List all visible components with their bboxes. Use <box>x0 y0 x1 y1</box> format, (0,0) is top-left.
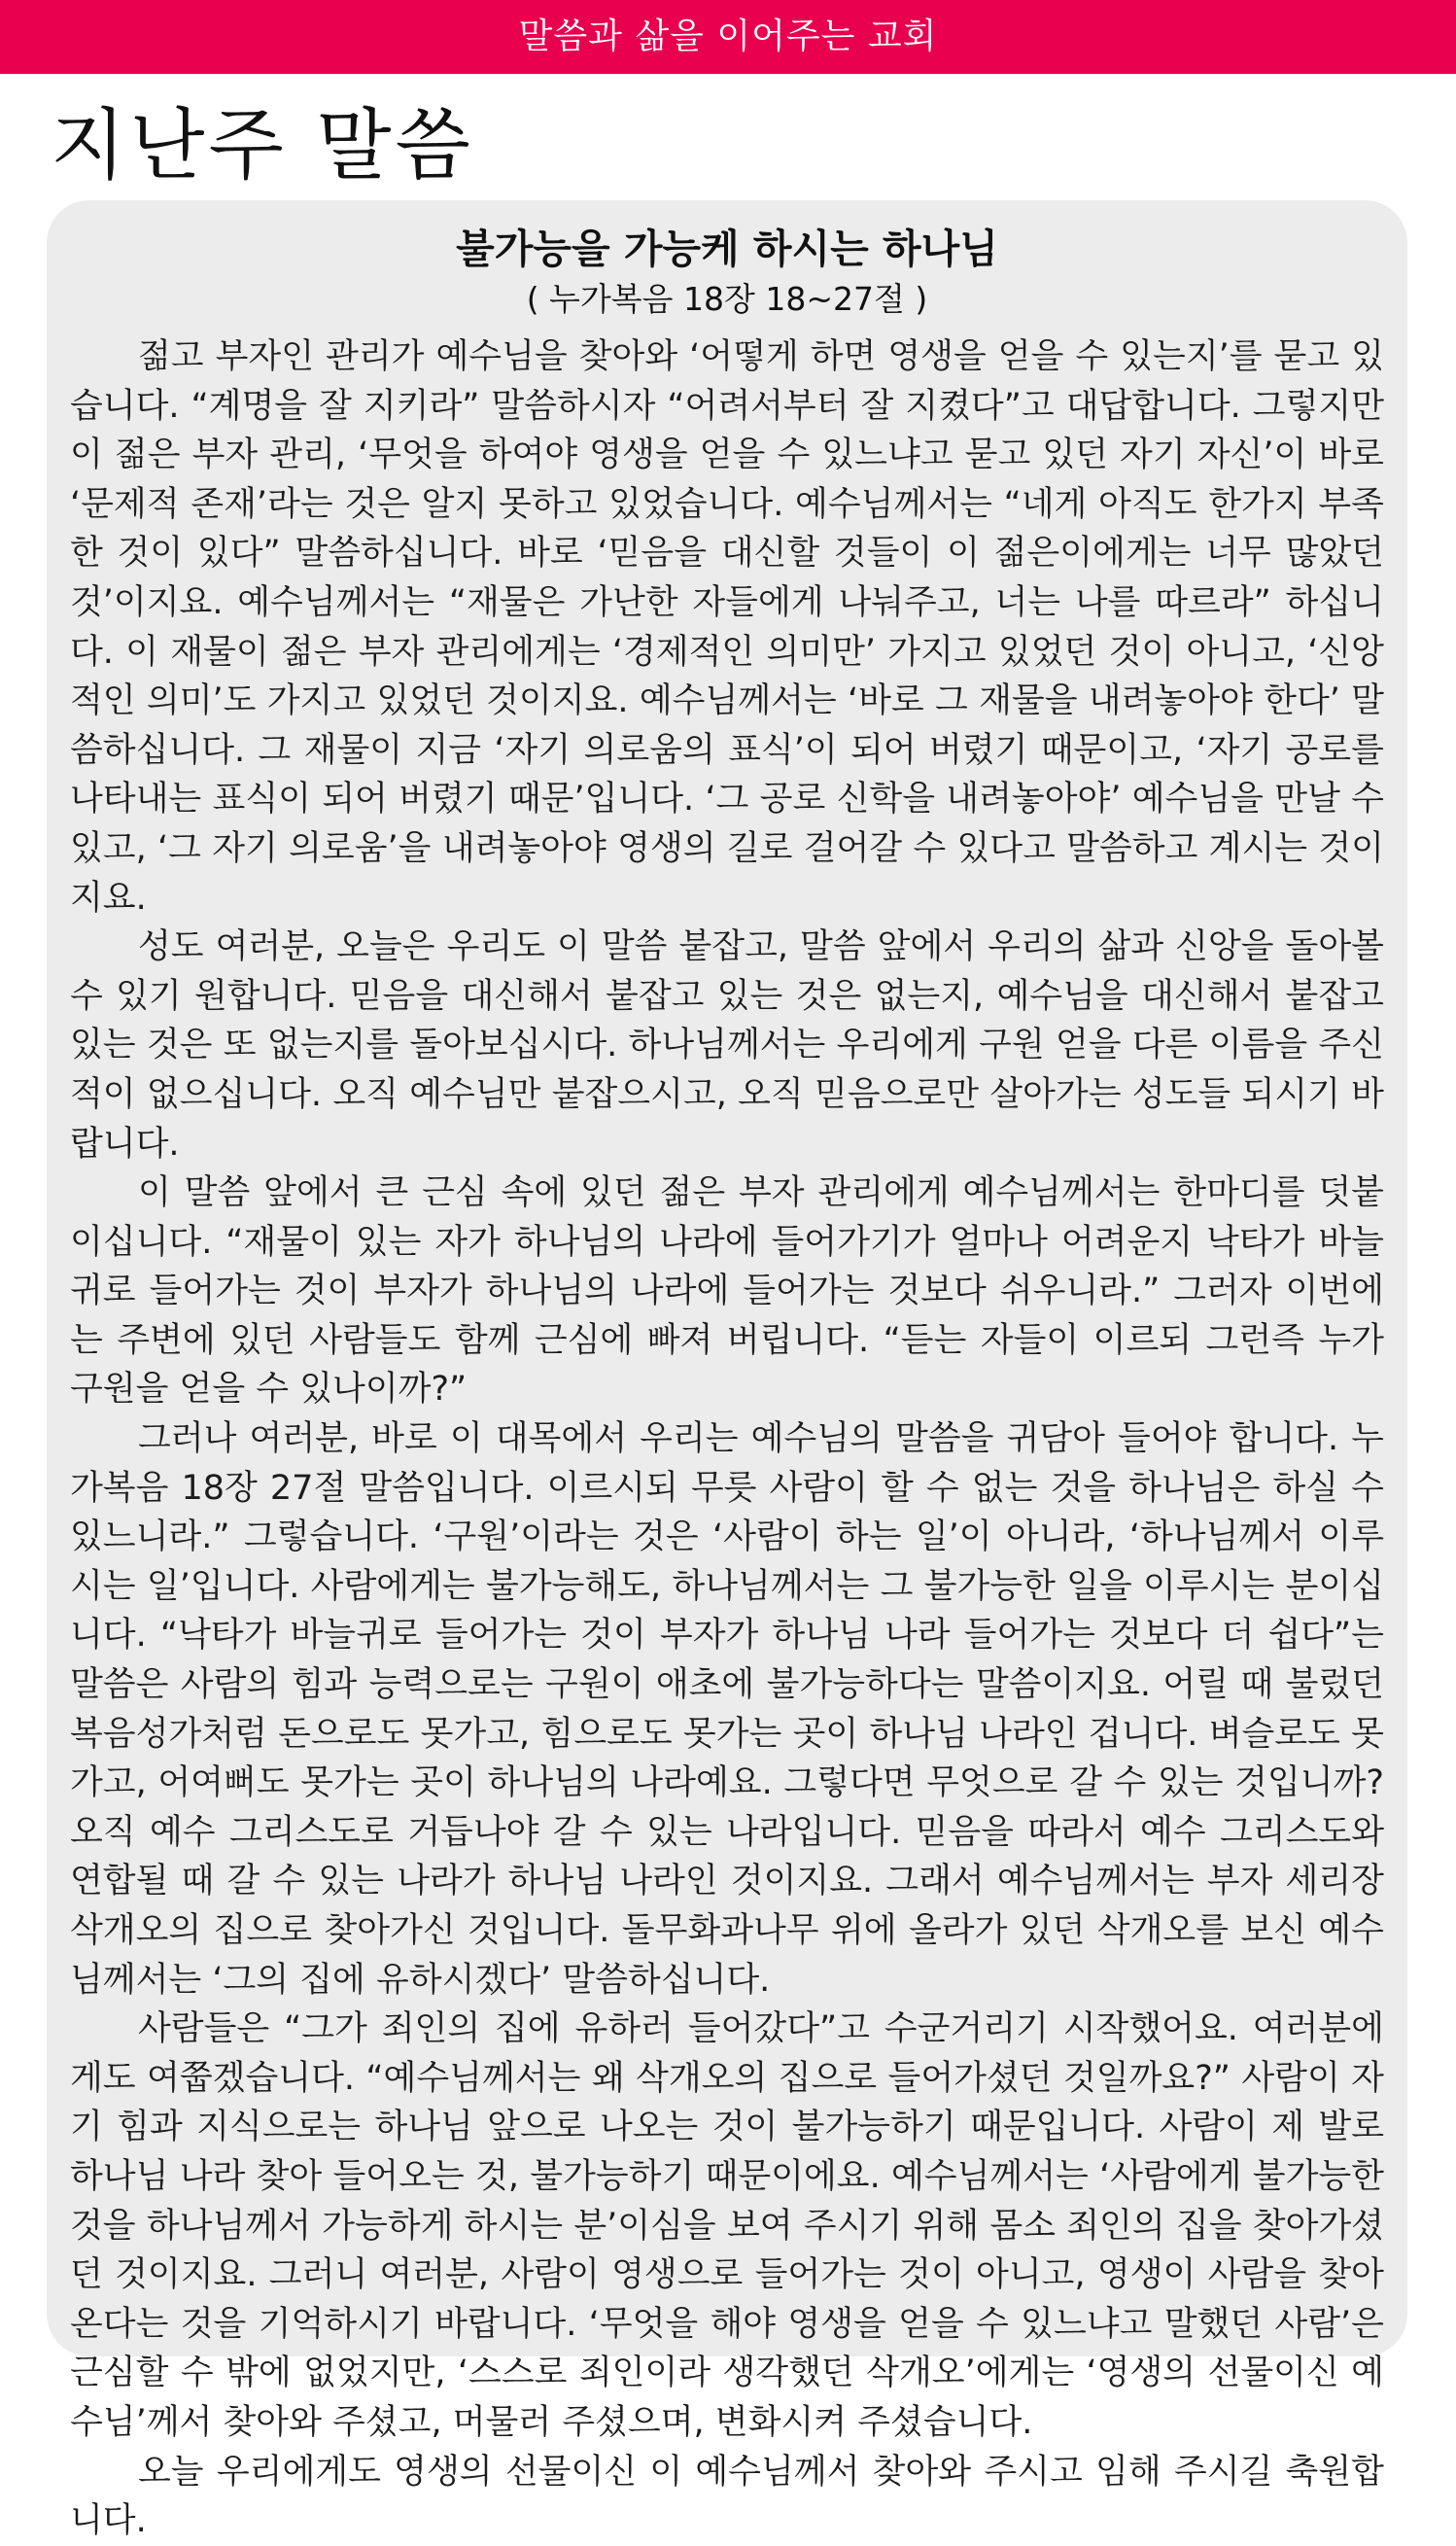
sermon-box <box>47 200 1407 2541</box>
sermon-paragraph: 성도 여러분, 오늘은 우리도 이 말씀 붙잡고, 말씀 앞에서 우리의 삶과 신앙을 돌아볼 수 있기 원합니다. 믿음을 대신해서 붙잡고 있는 것은 없는지, 예수님을 대신해서 붙잡고 있는 것은 또 없는지를 돌아보십시다. 하나님께서는 우리에게 구원 얻을 다른 이름을 주신 적이 없으십니다. 오직 예수님만 붙잡으시고, 오직 믿음으로만 살아가는 성도들 되시기 바랍니다. <box>70 927 1384 1164</box>
sermon-title: 불가능을 가능케 하시는 하나님 <box>456 226 998 272</box>
sermon-paragraph: 젊고 부자인 관리가 예수님을 찾아와 ‘어떻게 하면 영생을 얻을 수 있는지’를 묻고 있습니다. “계명을 잘 지키라” 말씀하시자 “어려서부터 잘 지켰다”고 대답합니다. 그렇지만 이 젊은 부자 관리, ‘무엇을 하여야 영생을 얻을 수 있느냐고 묻고 있던 자기 자신’이 바로 ‘문제적 존재’라는 것은 알지 못하고 있었습니다. 예수님께서는 “네게 아직도 한가지 부족한 것이 있다” 말씀하십니다. 바로 ‘믿음을 대신할 것들이 이 젊은이에게는 너무 많았던 것’이지요. 예수님께서는 “재물은 가난한 자들에게 나눠주고, 너는 나를 따르라” 하십니다. 이 재물이 젊은 부자 관리에게는 ‘경제적인 의미만’ 가지고 있었던 것이 아니고, ‘신앙적인 의미’도 가지고 있었던 것이지요. 예수님께서는 ‘바로 그 재물을 내려놓아야 한다’ 말씀하십니다. 그 재물이 지금 ‘자기 의로움의 표식’이 되어 버렸기 때문이고, ‘자기 공로를 나타내는 표식이 되어 버렸기 때문’입니다. ‘그 공로 신학을 내려놓아야’ 예수님을 만날 수 있고, ‘그 자기 의로움’을 내려놓아야 영생의 길로 걸어갈 수 있다고 말씀하고 계시는 것이지요. <box>70 337 1384 918</box>
sermon-paragraph: 사람들은 “그가 죄인의 집에 유하러 들어갔다”고 수군거리기 시작했어요. 여러분에게도 여쭙겠습니다. “예수님께서는 왜 삭개오의 집으로 들어가셨던 것일까요?” 사람이 자기 힘과 지식으로는 하나님 앞으로 나오는 것이 불가능하기 때문입니다. 사람이 제 발로 하나님 나라 찾아 들어오는 것, 불가능하기 때문이에요. 예수님께서는 ‘사람에게 불가능한 것을 하나님께서 가능하게 하시는 분’이심을 보여 주시기 위해 몸소 죄인의 집을 찾아가셨던 것이지요. 그러니 여러분, 사람이 영생으로 들어가는 것이 아니고, 영생이 사람을 찾아온다는 것을 기억하시기 바랍니다. ‘무엇을 해야 영생을 얻을 수 있느냐고 말했던 사람’은 근심할 수 밖에 없었지만, ‘스스로 죄인이라 생각했던 삭개오’에게는 ‘영생의 선물이신 예수님’께서 찾아와 주셨고, 머물러 주셨으며, 변화시켜 주셨습니다. <box>70 2009 1384 2442</box>
page-title: 지난주 말씀 <box>51 100 474 191</box>
scripture-reference: ( 누가복음 18장 18~27절 ) <box>526 280 928 318</box>
top-banner <box>0 0 1456 74</box>
church-slogan: 말씀과 삶을 이어주는 교회 <box>518 17 938 56</box>
sermon-paragraph: 그러나 여러분, 바로 이 대목에서 우리는 예수님의 말씀을 귀담아 들어야 합니다. 누가복음 18장 27절 말씀입니다. 이르시되 무릇 사람이 할 수 없는 것을 하나님은 하실 수 있느니라.” 그렇습니다. ‘구원’이라는 것은 ‘사람이 하는 일’이 아니라, ‘하나님께서 이루시는 일’입니다. 사람에게는 불가능해도, 하나님께서는 그 불가능한 일을 이루시는 분이십니다. “낙타가 바늘귀로 들어가는 것이 부자가 하나님 나라 들어가는 것보다 더 쉽다”는 말씀은 사람의 힘과 능력으로는 구원이 애초에 불가능하다는 말씀이지요. 어릴 때 불렀던 복음성가처럼 돈으로도 못가고, 힘으로도 못가는 곳이 하나님 나라인 겁니다. 벼슬로도 못가고, 어여뻐도 못가는 곳이 하나님의 나라예요. 그렇다면 무엇으로 갈 수 있는 것입니까? 오직 예수 그리스도로 거듭나야 갈 수 있는 나라입니다. 믿음을 따라서 예수 그리스도와 연합될 때 갈 수 있는 나라가 하나님 나라인 것이지요. 그래서 예수님께서는 부자 세리장 삭개오의 집으로 찾아가신 것입니다. 돌무화과나무 위에 올라가 있던 삭개오를 보신 예수님께서는 ‘그의 집에 유하시겠다’ 말씀하십니다. <box>70 1419 1384 2000</box>
sermon-paragraph: 오늘 우리에게도 영생의 선물이신 이 예수님께서 찾아와 주시고 임해 주시길 축원합니다. <box>70 2452 1384 2541</box>
sermon-paragraph: 이 말씀 앞에서 큰 근심 속에 있던 젊은 부자 관리에게 예수님께서는 한마디를 덧붙이십니다. “재물이 있는 자가 하나님의 나라에 들어가기가 얼마나 어려운지 낙타가 바늘귀로 들어가는 것이 부자가 하나님의 나라에 들어가는 것보다 쉬우니라.” 그러자 이번에는 주변에 있던 사람들도 함께 근심에 빠져 버립니다. “듣는 자들이 이르되 그런즉 누가 구원을 얻을 수 있나이까?” <box>70 1173 1384 1410</box>
